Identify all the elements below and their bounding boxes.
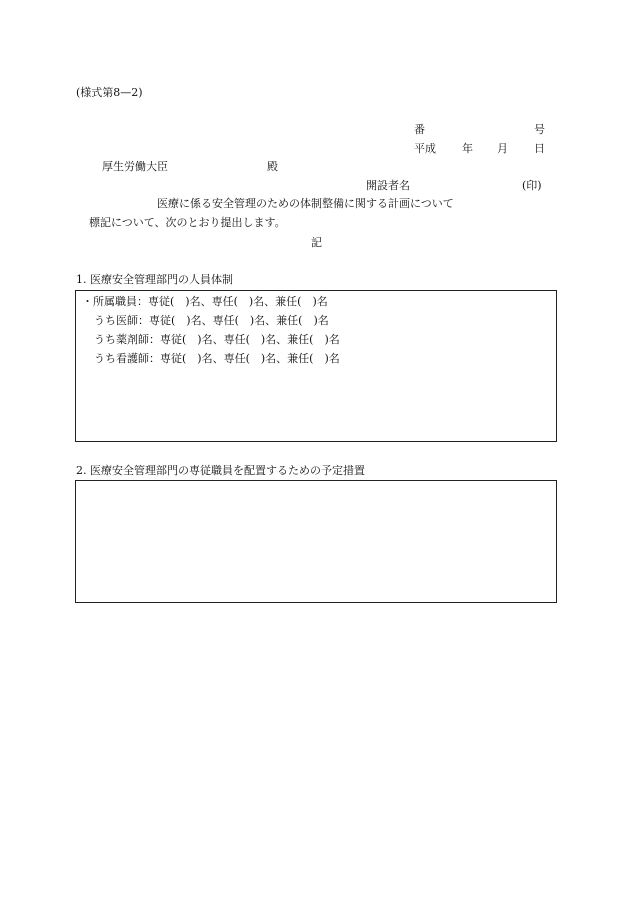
section2-title: 2. 医療安全管理部門の専従職員を配置するための予定措置 bbox=[76, 464, 365, 477]
honorific: 殿 bbox=[267, 160, 278, 173]
document-number-prefix: 番 bbox=[414, 123, 425, 136]
document-subject: 医療に係る安全管理のための体制整備に関する計画について bbox=[157, 197, 454, 210]
staff-line-pharmacists: うち薬剤師：専従( )名、専任( )名、兼任( )名 bbox=[94, 333, 340, 346]
founder-name-label: 開設者名 bbox=[366, 179, 410, 192]
form-number: (様式第8—2) bbox=[76, 86, 143, 99]
date-year: 年 bbox=[462, 142, 473, 155]
staff-line-doctors: うち医師：専従( )名、専任( )名、兼任( )名 bbox=[94, 314, 329, 327]
seal-mark: (印) bbox=[522, 179, 542, 192]
ki-heading: 記 bbox=[311, 236, 322, 249]
document-number-suffix: 号 bbox=[534, 123, 545, 136]
date-era: 平成 bbox=[414, 142, 436, 155]
date-month: 月 bbox=[497, 142, 508, 155]
section1-box bbox=[75, 290, 557, 442]
section1-title: 1. 医療安全管理部門の人員体制 bbox=[76, 273, 233, 286]
date-day: 日 bbox=[534, 142, 545, 155]
section2-box bbox=[75, 480, 557, 603]
staff-line-nurses: うち看護師：専従( )名、専任( )名、兼任( )名 bbox=[94, 352, 340, 365]
staff-line-all: ・所属職員：専従( )名、専任( )名、兼任( )名 bbox=[82, 295, 328, 308]
addressee: 厚生労働大臣 bbox=[102, 160, 168, 173]
intro-text: 標記について、次のとおり提出します。 bbox=[89, 216, 286, 229]
